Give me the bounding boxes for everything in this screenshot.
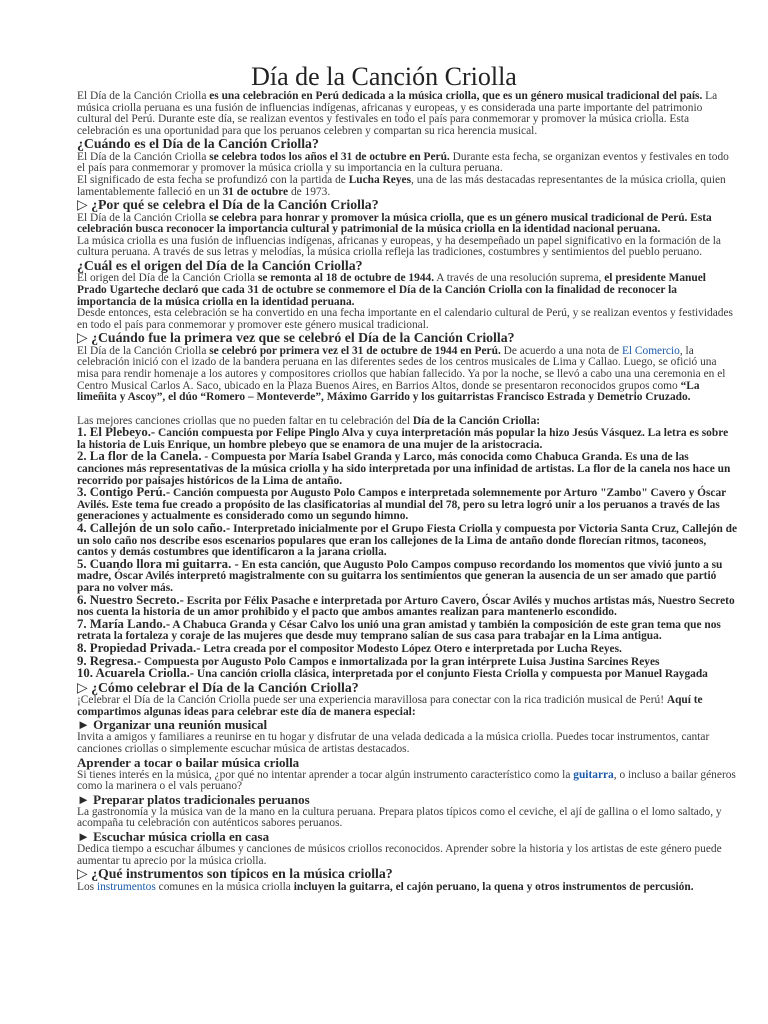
heading-origen: ¿Cuál es el origen del Día de la Canción Criolla? bbox=[77, 257, 363, 273]
text: ¡Celebrar el Día de la Canción Criolla puede ser una experiencia maravillosa para conectar con la rica tradición musical de Perú! bbox=[77, 694, 667, 707]
song-description: En esta canción, que Augusto Polo Campos compuso recordando los momentos que vivió junto a su madre, Óscar Avilés interpretó magistralmente con su guitarra los sentimientos que generan la ausencia de un ser amado que partió para no volver más. bbox=[77, 558, 723, 594]
intro-paragraph bbox=[77, 91, 738, 137]
play-arrow-icon: ► bbox=[77, 828, 90, 844]
song-item bbox=[77, 556, 738, 595]
heading-text: ¿Cuándo fue la primera vez que se celebró el Día de la Canción Criolla? bbox=[87, 330, 515, 346]
song-list bbox=[77, 427, 738, 680]
text: Las mejores canciones criollas que no pueden faltar en tu celebración del bbox=[77, 414, 413, 427]
song-title: 5. Cuando llora mi guitarra. - bbox=[77, 556, 239, 571]
song-item bbox=[77, 487, 738, 523]
song-description: Canción compuesta por Augusto Polo Campos e interpretada solemnemente por Arturo "Zambo" Cavero y Óscar Avilés. Este tema fue creado a propósito de las clasificatorias al mundial del 78, pero su letra logró unir a los peruanos a través de las generaciones y actualmente es considerado como un segundo himno. bbox=[77, 487, 727, 523]
heading-text: ¿Qué instrumentos son típicos en la música criolla? bbox=[87, 866, 393, 882]
heading-celebrar bbox=[77, 681, 738, 695]
bold-text: Lucha Reyes bbox=[348, 173, 412, 186]
heading-text: Escuchar música criolla en casa bbox=[89, 828, 270, 844]
song-title: 9. Regresa.- bbox=[77, 653, 142, 668]
bold-text: incluyen la guitarra, el cajón peruano, la quena y otros instrumentos de percusión. bbox=[293, 880, 694, 893]
song-title: 4. Callejón de un solo caño.- bbox=[77, 521, 231, 536]
play-arrow-icon: ► bbox=[77, 717, 90, 733]
reunion-paragraph: Invita a amigos y familiares a reunirse en tu hogar y disfrutar de una velada dedicada a la música criolla. Puedes tocar instrumentos, cantar canciones criollas o simplemente escuchar música de artistas destacados. bbox=[77, 731, 710, 755]
song-description: A Chabuca Granda y César Calvo los unió una gran amistad y también la composición de este gran tema que nos retrata la fortaleza y coraje de las mujeres que desde muy temprano salían de sus casa para trabajar en la Lima antigua. bbox=[77, 618, 721, 643]
bold-text: Aquí te compartimos algunas ideas para celebrar este día de manera especial: bbox=[77, 694, 703, 718]
song-description: Compuesta por Augusto Polo Campos e inmortalizada por la gran intérprete Luisa Justina Sarcines Reyes bbox=[141, 655, 660, 668]
intro-text-2: La música criolla peruana es una fusión de influencias indígenas, africanas y europeas, y es considerada una parte importante del patrimonio cultural del Perú. Durante este día, se realizan eventos y festivales en todo el país para conmemorar y promover la música criolla. Esta celebración es una oportunidad para que los peruanos celebren y compartan su rica herencia musical. bbox=[77, 90, 718, 137]
triangle-right-icon: ▷ bbox=[77, 197, 88, 213]
heading-instrumentos bbox=[77, 867, 738, 881]
song-description: Escrita por Félix Pasache e interpretada por Arturo Cavero, Óscar Avilés y muchos artistas más, Nuestro Secreto nos cuenta la historia de un amor prohibido y el pacto que ambos amantes realizan para mantenerlo escondido. bbox=[77, 594, 735, 619]
text: de 1973. bbox=[288, 185, 331, 198]
triangle-right-icon: ▷ bbox=[77, 866, 88, 882]
song-item bbox=[77, 592, 738, 619]
heading-platos bbox=[77, 793, 738, 807]
bold-text: “La limeñita y Ascoy”, el dúo “Romero – Monteverde”, Máximo Garrido y los guitarristas Francisco Estrada y Demetrio Cruzado. bbox=[77, 379, 700, 404]
bold-text: Día de la Canción Criolla: bbox=[412, 414, 541, 427]
primera-paragraph bbox=[77, 346, 738, 404]
song-item bbox=[77, 616, 738, 643]
platos-paragraph: La gastronomía y la música van de la mano en la cultura peruana. Prepara platos típicos como el ceviche, el ají de gallina o el lomo saltado, y acompaña tu celebración con auténticos sabores peruanos. bbox=[77, 805, 722, 830]
song-title: 6. Nuestro Secreto.- bbox=[77, 592, 184, 607]
bold-text: se remonta al 18 de octubre de 1944. bbox=[257, 272, 435, 285]
heading-escuchar bbox=[77, 830, 738, 844]
instrumentos-link[interactable]: instrumentos bbox=[96, 880, 156, 893]
heading-text: Preparar platos tradicionales peruanos bbox=[89, 791, 310, 807]
song-title: 2. La flor de la Canela. bbox=[77, 449, 202, 464]
mejores-intro bbox=[77, 416, 738, 428]
celebrar-paragraph bbox=[77, 695, 738, 718]
song-item bbox=[77, 451, 738, 487]
song-title: 10. Acuarela Criolla.- bbox=[77, 666, 195, 681]
song-description: - Compuesta por María Isabel Granda y Larco, más conocida como Chabuca Granda. Es una de las canciones más representativas de la música criolla y ha sido interpretada por una infinidad de artistas. La flor de la canela nos hace un recorrido por paisajes históricos de la Lima de antaño. bbox=[77, 451, 731, 487]
song-title: 1. El Plebeyo.- bbox=[77, 425, 156, 440]
text: Si tienes interés en la música, ¿por qué no intentar aprender a tocar algún instrumento característico como la bbox=[77, 768, 574, 781]
heading-reunion bbox=[77, 718, 738, 732]
porque-paragraph-2: La música criolla es una fusión de influencias indígenas, africanas y europeas, y ha desempeñado un papel significativo en la formación de la cultura peruana. A través de sus letras y melodías, la música criolla refleja las tradiciones, costumbres y sentimientos del pueblo peruano. bbox=[77, 234, 721, 259]
text: El Día de la Canción Criolla bbox=[77, 211, 210, 224]
song-title: 8. Propiedad Privada.- bbox=[77, 640, 201, 655]
porque-paragraph-1 bbox=[77, 213, 738, 236]
heading-text: Organizar una reunión musical bbox=[89, 717, 268, 733]
song-description: Interpretado inicialmente por el Grupo Fiesta Criolla y compuesta por Victoria Santa Cruz, Callejón de un solo caño nos describe esos escenarios populares que eran los callejones de la Lima de antaño donde florecían ritmos, taconeos, cantos y demás costumbres que identificaron a la jarana criolla. bbox=[77, 523, 738, 559]
intro-bold: es una celebración en Perú dedicada a la música criolla, que es un género musical tradicional del país. bbox=[209, 90, 703, 102]
instrumentos-paragraph bbox=[77, 882, 738, 894]
triangle-right-icon: ▷ bbox=[77, 679, 88, 695]
bold-text: se celebra todos los años el 31 de octubre en Perú. bbox=[209, 150, 450, 163]
bold-text: el presidente Manuel Prado Ugarteche declaró que cada 31 de octubre se conmemore el Día de la Canción Criolla con la finalidad de reconocer la importancia de la música criolla en la identidad peruana. bbox=[77, 272, 706, 308]
text: A través de una resolución suprema, bbox=[434, 272, 605, 285]
intro-text: El Día de la Canción Criolla bbox=[77, 90, 210, 102]
guitarra-link[interactable]: guitarra bbox=[573, 768, 614, 781]
page-title: Día de la Canción Criolla bbox=[251, 62, 517, 91]
cuando-paragraph-1 bbox=[77, 152, 738, 175]
heading-porque bbox=[77, 198, 738, 212]
text: Los bbox=[77, 880, 97, 893]
song-item bbox=[77, 640, 738, 656]
song-item bbox=[77, 523, 738, 559]
play-arrow-icon: ► bbox=[77, 791, 90, 807]
heading-aprender: Aprender a tocar o bailar música criolla bbox=[77, 754, 300, 770]
song-description: Canción compuesta por Felipe Pinglo Alva y cuya interpretación más popular la hizo Jesús Vásquez. La letra es sobre la historia de Luis Enrique, un hombre plebeyo que se enamora de una mujer de la aristocracia. bbox=[77, 427, 729, 451]
heading-text: ¿Por qué se celebra el Día de la Canción Criolla? bbox=[87, 197, 379, 213]
text: Durante esta fecha, se organizan eventos y festivales en todo el país para conmemorar y promover la música criolla y su importancia en la cultura peruana. bbox=[77, 150, 729, 175]
bold-text: 31 de octubre bbox=[222, 185, 289, 198]
escuchar-paragraph: Dedica tiempo a escuchar álbumes y canciones de músicos criollos reconocidos. Aprender sobre la historia y los artistas de este género puede aumentar tu aprecio por la música criolla. bbox=[77, 842, 722, 867]
bold-text: se celebró por primera vez el 31 de octubre de 1944 en Perú. bbox=[209, 344, 501, 357]
song-item bbox=[77, 427, 738, 451]
song-title: 3. Contigo Perú.- bbox=[77, 485, 171, 500]
text: comunes en la música criolla bbox=[155, 880, 294, 893]
bold-text: se celebra para honrar y promover la música criolla, que es un género musical tradicional de Perú. Esta celebración busca reconocer la importancia cultural y patrimonial de la música criolla en la identidad nacional peruana. bbox=[77, 211, 712, 236]
heading-text: ¿Cómo celebrar el Día de la Canción Criolla? bbox=[87, 679, 359, 695]
article-body bbox=[77, 91, 738, 893]
text: El Día de la Canción Criolla bbox=[77, 344, 210, 357]
cuando-paragraph-2 bbox=[77, 175, 738, 198]
text: De acuerdo a una nota de bbox=[500, 344, 622, 357]
song-title: 7. María Lando.- bbox=[77, 616, 171, 631]
song-description: Una canción criolla clásica, interpretada por el conjunto Fiesta Criolla y compuesta por Manuel Raygada bbox=[194, 668, 708, 681]
aprender-paragraph bbox=[77, 770, 738, 793]
text: , la celebración inició con el izado de la bandera peruana en las diferentes sedes de los centros musicales de Lima y Callao. Luego, se ofició una misa para rendir homenaje a los autores y compositores criollos que habían fallecido. Ya por la noche, se llevó a cabo una una ceremonia en el Centro Musical Carlos A. Saco, ubicado en la Plaza Buenos Aires, en Barrios Altos, donde se presentaron reconocidos grupos como bbox=[77, 344, 726, 392]
song-description: Letra creada por el compositor Modesto López Otero e interpretada por Lucha Reyes. bbox=[200, 642, 622, 655]
origen-paragraph-1 bbox=[77, 273, 738, 308]
text: El origen del Día de la Canción Criolla bbox=[77, 272, 258, 285]
triangle-right-icon: ▷ bbox=[77, 330, 88, 346]
text: , una de las más destacadas representantes de la música criolla, quien lamentablemente falleció en un bbox=[77, 173, 726, 198]
text: El significado de esta fecha se profundizó con la partida de bbox=[77, 173, 349, 186]
heading-cuando: ¿Cuándo es el Día de la Canción Criolla? bbox=[77, 136, 319, 152]
heading-primera bbox=[77, 331, 738, 345]
el-comercio-link[interactable]: El Comercio bbox=[621, 344, 680, 357]
text: , o incluso a bailar géneros como la marinera o el vals peruano? bbox=[77, 768, 736, 793]
origen-paragraph-2: Desde entonces, esta celebración se ha convertido en una fecha importante en el calendario cultural de Perú, y se realizan eventos y festividades en todo el país para conmemorar y promover este género musical tradicional. bbox=[77, 307, 733, 331]
text: El Día de la Canción Criolla bbox=[77, 150, 210, 163]
